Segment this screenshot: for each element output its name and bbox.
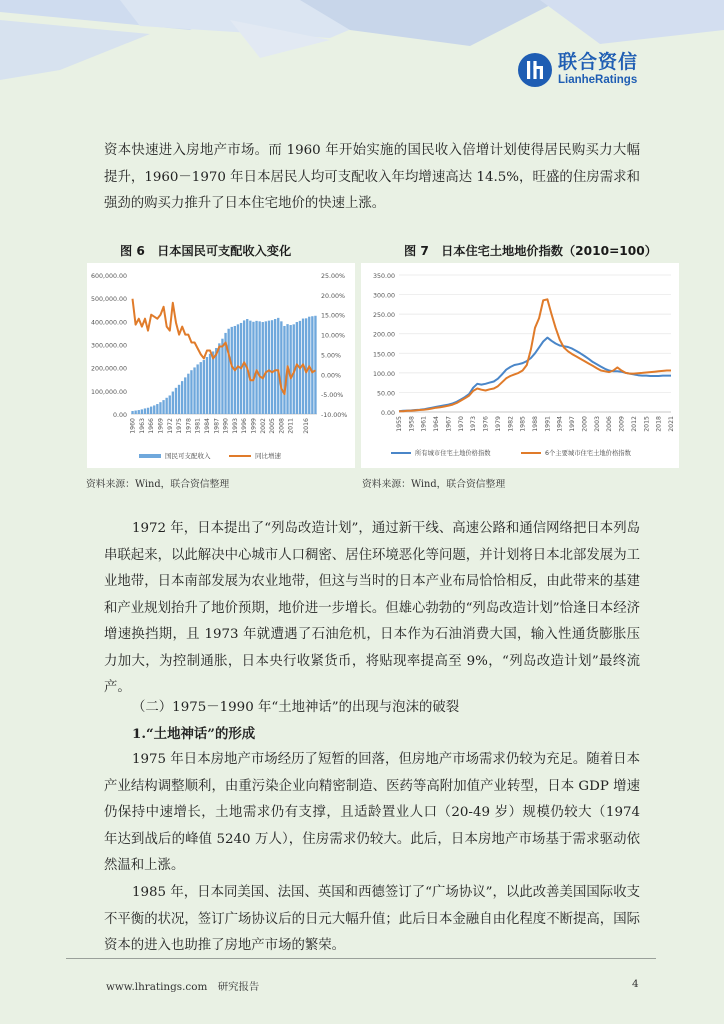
x-tick-label: 1984 [203, 418, 211, 434]
income-bar [134, 411, 136, 414]
legend-label-all-cities: 所有城市住宅土地价格指数 [415, 450, 491, 457]
income-bar [305, 318, 307, 414]
chart-disposable-income [87, 263, 355, 468]
x-tick-label: 1967 [445, 416, 453, 432]
x-tick-label: 1997 [569, 416, 577, 432]
x-tick-label: 1955 [396, 416, 403, 432]
income-bar [209, 354, 211, 414]
y-right-tick-label: 5.00% [321, 352, 342, 360]
y-tick-label: 0.00 [380, 410, 395, 417]
figure-7-caption: 图 7 日本住宅土地地价指数（2010=100） [404, 244, 657, 258]
income-bar [153, 405, 155, 414]
logo-text-cn: 联合资信 [558, 51, 639, 74]
body-paragraph-4: 1985 年，日本同美国、法国、英国和西德签订了“广场协议”，以此改善美国国际收支不平衡的状况，签订广场协议后的日元大幅升值；此后日本金融自由化程度不断提高，国际资本的进入也助推了房地产市场的繁荣。 [104, 885, 640, 953]
x-tick-label: 1982 [507, 416, 515, 432]
x-tick-label: 2003 [593, 416, 601, 432]
y-left-tick-label: 100,000.00 [90, 388, 127, 396]
page-number: 4 [632, 978, 639, 990]
x-tick-label: 2006 [606, 416, 614, 432]
y-tick-label: 200.00 [372, 331, 395, 339]
income-bar [212, 351, 214, 414]
x-tick-label: 1960 [129, 418, 137, 434]
income-bar [141, 409, 143, 414]
x-tick-label: 1970 [457, 416, 465, 432]
income-bar [268, 321, 270, 414]
income-bar [131, 411, 133, 414]
income-bar [271, 320, 273, 414]
chart-land-price-index [361, 263, 679, 468]
x-tick-label: 2012 [630, 416, 638, 432]
income-bar [218, 343, 220, 414]
income-bar [249, 321, 251, 414]
figure-6-source: 资料来源：Wind，联合资信整理 [86, 479, 230, 490]
income-bar [283, 326, 285, 414]
x-tick-label: 2016 [303, 418, 311, 434]
income-bar [215, 348, 217, 414]
logo-mark-icon [518, 53, 552, 87]
income-bar [277, 318, 279, 414]
y-tick-label: 150.00 [372, 351, 395, 359]
income-bar [150, 407, 152, 414]
income-bar [221, 339, 223, 414]
income-bar [289, 325, 291, 414]
y-left-tick-label: 0.00 [112, 412, 127, 419]
x-tick-label: 2008 [278, 418, 286, 434]
x-tick-label: 1985 [519, 416, 527, 432]
y-tick-label: 50.00 [376, 390, 395, 398]
x-tick-label: 1991 [544, 416, 552, 432]
x-tick-label: 1994 [556, 416, 564, 432]
income-bar [172, 392, 174, 414]
x-tick-label: 1987 [213, 418, 221, 434]
subsection-heading: 1.“土地神话”的形成 [132, 726, 256, 742]
x-tick-label: 1981 [194, 418, 202, 434]
x-tick-label: 1963 [138, 418, 146, 434]
x-tick-label: 2000 [581, 416, 589, 432]
income-bar [193, 367, 195, 414]
x-tick-label: 1988 [532, 416, 539, 432]
income-bar [187, 374, 189, 414]
y-right-tick-label: 20.00% [321, 292, 346, 300]
x-tick-label: 2015 [643, 416, 651, 432]
income-bar [184, 377, 186, 414]
x-tick-label: 1972 [166, 418, 174, 434]
x-tick-label: 1975 [176, 418, 184, 434]
income-bar [255, 321, 257, 414]
income-bar [144, 408, 146, 414]
y-tick-label: 300.00 [372, 292, 395, 300]
series-line-six-cities [399, 299, 671, 411]
income-bar [227, 329, 229, 414]
body-paragraph-3: 1975 年日本房地产市场经历了短暂的回落，但房地产市场需求仍较为充足。随着日本产业结构调整顺利，由重污染企业向精密制造、医药等高附加值产业转型，日本 GDP 增速仍保持中速增长，土地需求仍有支撑，且适龄置业人口（20-49 岁）规模仍较大（1974 年达到战后的峰值 5240 万人），住房需求仍较大。此后，日本房地产市场基于需求驱动依然温和上涨。 [104, 752, 640, 873]
income-bar [178, 385, 180, 414]
income-bar [169, 395, 171, 414]
footer-site: www.lhratings.com 研究报告 [106, 981, 260, 993]
section-heading: （二）1975－1990 年“土地神话”的出现与泡沫的破裂 [132, 700, 460, 715]
body-paragraph-2: 1972 年，日本提出了“列岛改造计划”，通过新干线、高速公路和通信网络把日本列岛串联起来，以此解决中心城市人口稠密、居住环境恶化等问题，并计划将日本北部发展为工业地带，日本南部发展为农业地带，但这与当时的日本产业布局恰恰相反，由此带来的基建和产业规划抬升了地价预期，地价进一步增长。但雄心勃勃的“列岛改造计划”恰逢日本经济增速换挡期，且 1973 年就遭遇了石油危机，日本作为石油消费大国，输入性通货膨胀压力加大，为控制通胀，日本央行收紧货币，将贴现率提高至 9%，“列岛改造计划”最终流产。 [104, 521, 640, 695]
footer-divider [66, 958, 656, 959]
x-tick-label: 2011 [287, 418, 295, 434]
y-right-tick-label: 10.00% [321, 332, 346, 340]
x-tick-label: 2021 [668, 416, 675, 432]
y-left-tick-label: 400,000.00 [90, 319, 127, 327]
income-bar [181, 381, 183, 414]
x-tick-label: 1966 [148, 418, 156, 434]
legend-swatch-income [139, 454, 161, 458]
y-right-tick-label: 15.00% [321, 312, 346, 320]
income-bar [175, 388, 177, 414]
x-tick-label: 1973 [470, 416, 478, 432]
y-right-tick-label: -5.00% [321, 392, 344, 400]
income-bar [258, 321, 260, 414]
y-tick-label: 350.00 [372, 273, 395, 280]
income-bar [311, 316, 313, 414]
x-tick-label: 1993 [231, 418, 239, 434]
x-tick-label: 1999 [250, 418, 258, 434]
x-tick-label: 1978 [185, 418, 193, 434]
x-tick-label: 1976 [482, 416, 490, 432]
income-bar [162, 400, 164, 414]
y-right-tick-label: 25.00% [321, 273, 346, 280]
income-bar [138, 410, 140, 414]
y-left-tick-label: 300,000.00 [90, 342, 127, 350]
x-tick-label: 2018 [655, 416, 663, 432]
x-tick-label: 2002 [259, 418, 267, 434]
x-tick-label: 1990 [222, 418, 230, 434]
income-bar [206, 357, 208, 414]
income-bar [147, 408, 149, 414]
x-tick-label: 1979 [494, 416, 502, 432]
income-bar [196, 364, 198, 414]
legend-label-income: 国民可支配收入 [165, 452, 211, 460]
income-bar [252, 322, 254, 414]
legend-label-six-cities: 6个主要城市住宅土地价格指数 [545, 450, 631, 457]
legend-label-growth: 同比增速 [255, 452, 281, 460]
income-bar [262, 322, 264, 414]
income-bar [200, 362, 202, 414]
x-tick-label: 1961 [420, 416, 428, 432]
income-bar [243, 320, 245, 414]
x-tick-label: 1964 [433, 416, 441, 432]
income-bar [156, 404, 158, 414]
income-bar [159, 402, 161, 414]
y-tick-label: 100.00 [372, 370, 395, 378]
x-tick-label: 2005 [269, 418, 277, 434]
x-tick-label: 1958 [408, 416, 416, 432]
y-right-tick-label: -10.00% [321, 412, 348, 419]
income-bar [237, 324, 239, 414]
income-bar [274, 319, 276, 414]
income-bar [280, 321, 282, 414]
income-bar [190, 370, 192, 414]
y-left-tick-label: 600,000.00 [90, 273, 127, 280]
income-bar [165, 398, 167, 414]
x-tick-label: 1969 [157, 418, 165, 434]
logo-text-en: LianheRatings [558, 74, 638, 87]
x-tick-label: 1996 [241, 418, 249, 434]
x-tick-label: 2009 [618, 416, 626, 432]
y-left-tick-label: 500,000.00 [90, 296, 127, 304]
body-paragraph-1: 资本快速进入房地产市场。而 1960 年开始实施的国民收入倍增计划使得居民购买力大幅提升，1960－1970 年日本居民人均可支配收入年均增速高达 14.5%，旺盛的住房需求和强劲的购买力推升了日本住宅地价的快速上涨。 [104, 143, 640, 211]
income-bar [203, 360, 205, 414]
y-left-tick-label: 200,000.00 [90, 365, 127, 373]
figure-6-caption: 图 6 日本国民可支配收入变化 [120, 244, 292, 258]
income-bar [314, 316, 316, 414]
company-logo [518, 53, 638, 87]
y-tick-label: 250.00 [372, 312, 395, 320]
y-right-tick-label: 0.00% [321, 372, 342, 380]
income-bar [265, 321, 267, 414]
income-bar [231, 327, 233, 414]
figure-7-source: 资料来源：Wind，联合资信整理 [362, 479, 506, 490]
